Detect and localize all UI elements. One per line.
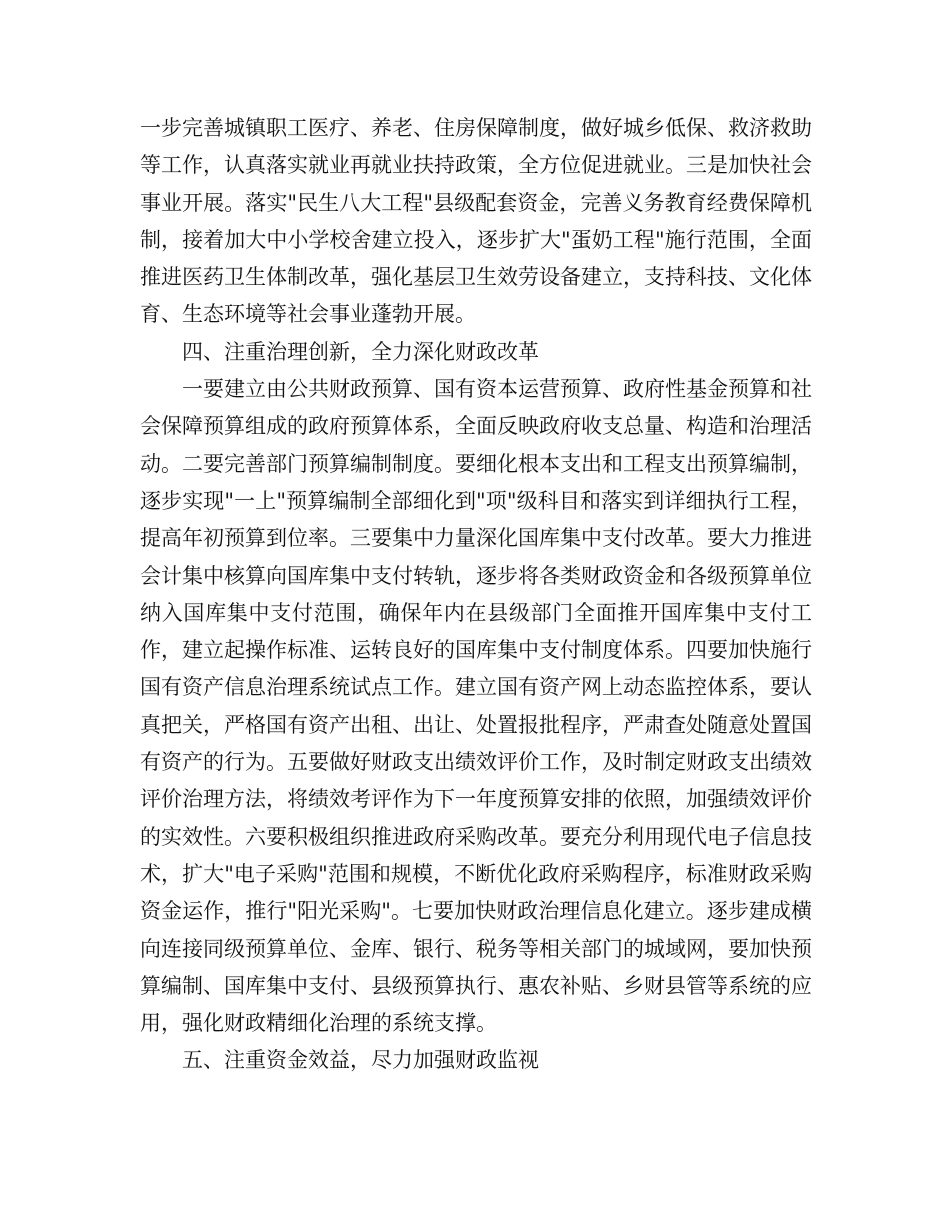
document-page	[140, 110, 812, 1080]
paragraph-fiscal-reform: 一要建立由公共财政预算、国有资本运营预算、政府性基金预算和社会保障预算组成的政府预算体系，全面反映政府收支总量、构造和治理活动。二要完善部门预算编制制度。要细化根本支出和工程支出预算编制，逐步实现"一上"预算编制全部细化到"项"级科目和落实到详细执行工程，提高年初预算到位率。三要集中力量深化国库集中支付改革。要大力推进会计集中核算向国库集中支付转轨，逐步将各类财政资金和各级预算单位纳入国库集中支付范围，确保年内在县级部门全面推开国库集中支付工作，建立起操作标准、运转良好的国库集中支付制度体系。四要加快施行国有资产信息治理系统试点工作。建立国有资产网上动态监控体系，要认真把关，严格国有资产出租、出让、处置报批程序，严肃查处随意处置国有资产的行为。五要做好财政支出绩效评价工作，及时制定财政支出绩效评价治理方法，将绩效考评作为下一年度预算安排的依照，加强绩效评价的实效性。六要积极组织推进政府采购改革。要充分利用现代电子信息技术，扩大"电子采购"范围和规模，不断优化政府采购程序，标准财政采购资金运作，推行"阳光采购"。七要加快财政治理信息化建立。逐步建成横向连接同级预算单位、金库、银行、税务等相关部门的城域网，要加快预算编制、国库集中支付、县级预算执行、惠农补贴、乡财县管等系统的应用，强化财政精细化治理的系统支撑。	[140, 377, 812, 1036]
section-heading-four: 四、注重治理创新，全力深化财政改革	[182, 339, 539, 364]
section-heading-five: 五、注重资金效益，尽力加强财政监视	[182, 1048, 539, 1073]
paragraph-social-undertakings: 一步完善城镇职工医疗、养老、住房保障制度，做好城乡低保、救济救助等工作，认真落实就业再就业扶持政策，全方位促进就业。三是加快社会事业开展。落实"民生八大工程"县级配套资金，完善义务教育经费保障机制，接着加大中小学校舍建立投入，逐步扩大"蛋奶工程"施行范围，全面推进医药卫生体制改革，强化基层卫生效劳设备建立，支持科技、文化体育、生态环境等社会事业蓬勃开展。	[140, 116, 812, 327]
